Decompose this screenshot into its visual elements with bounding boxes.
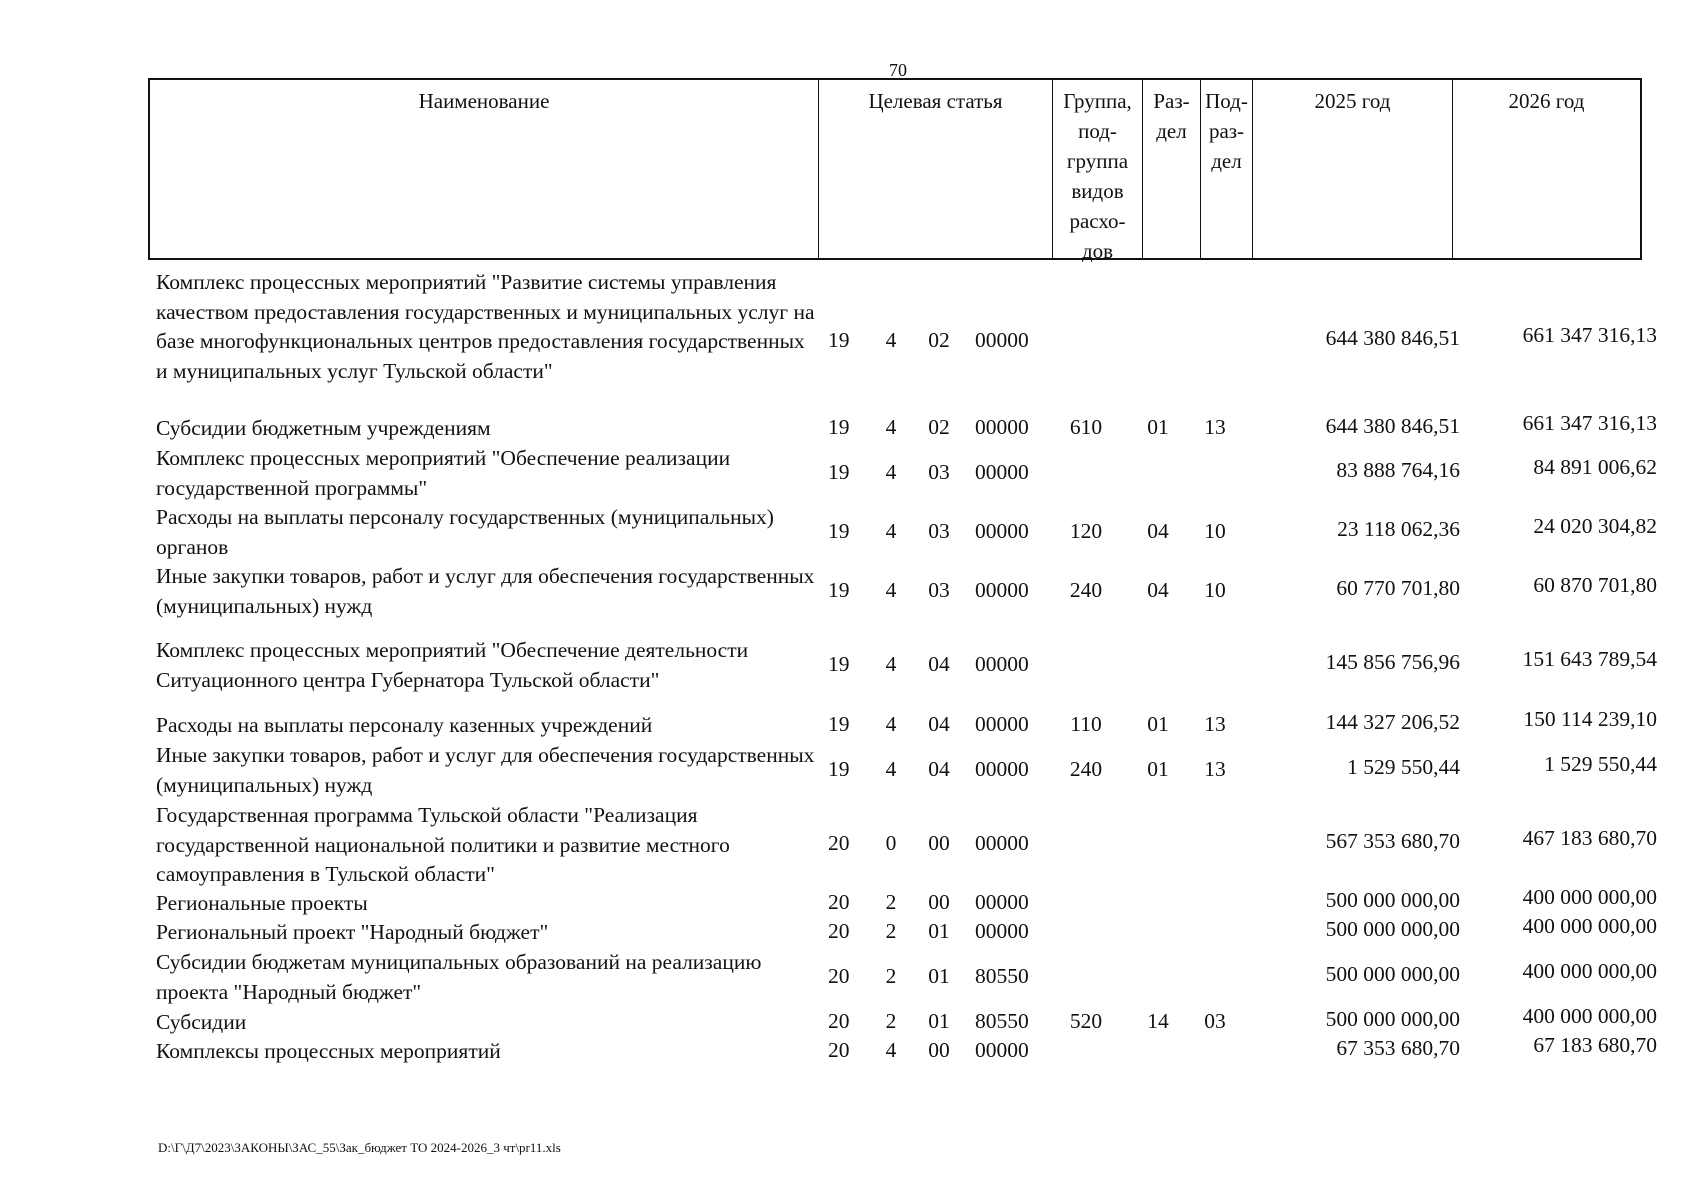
header-year-2025: 2025 год xyxy=(1253,80,1453,258)
row-amount-2025: 60 770 701,80 xyxy=(1336,576,1460,600)
row-direction-code: 00000 xyxy=(975,415,1029,439)
row-amount-2025: 83 888 764,16 xyxy=(1336,458,1460,482)
row-main-code: 03 xyxy=(928,460,950,484)
row-subprogram-code: 4 xyxy=(885,460,897,484)
row-subprogram-code: 4 xyxy=(885,415,897,439)
row-expense-group: 520 xyxy=(1069,1009,1103,1033)
row-program-code: 20 xyxy=(828,831,850,855)
row-main-code: 01 xyxy=(928,964,950,988)
header-year-2026: 2026 год xyxy=(1508,89,1585,113)
row-direction-code: 00000 xyxy=(975,652,1029,676)
row-program-code: 19 xyxy=(828,712,850,736)
file-path-footer: D:\Г\Д7\2023\ЗАКОНЫ\ЗАС_55\Зак_бюджет ТО 2024-2026_3 чт\pr11.xls xyxy=(158,1140,561,1155)
row-name: Субсидии бюджетным учреждениям xyxy=(156,416,491,440)
row-main-code: 04 xyxy=(928,712,950,736)
row-section: 01 xyxy=(1147,757,1169,781)
row-main-code: 01 xyxy=(928,1009,950,1033)
row-amount-2026: 661 347 316,13 xyxy=(1522,411,1657,435)
row-amount-2026: 60 870 701,80 xyxy=(1533,573,1657,597)
row-amount-2025: 1 529 550,44 xyxy=(1347,755,1460,779)
row-direction-code: 00000 xyxy=(975,919,1029,943)
row-name: Региональные проекты xyxy=(156,891,368,915)
row-amount-2025: 567 353 680,70 xyxy=(1325,829,1460,853)
row-amount-2025: 144 327 206,52 xyxy=(1325,710,1460,734)
row-amount-2026: 84 891 006,62 xyxy=(1533,455,1657,479)
row-direction-code: 00000 xyxy=(975,712,1029,736)
row-program-code: 19 xyxy=(828,415,850,439)
row-name: Комплекс процессных мероприятий "Развитие системы управления качеством предоставления государственных и муниципальных услуг на базе многофункциональных центров предоставления государственных и муниципальных услуг Тульской области" xyxy=(156,270,815,383)
row-direction-code: 00000 xyxy=(975,578,1029,602)
row-expense-group: 240 xyxy=(1069,757,1103,781)
row-direction-code: 80550 xyxy=(975,1009,1029,1033)
row-name: Государственная программа Тульской области "Реализация государственной национальной политики и развитие местного самоуправления в Тульской области" xyxy=(156,803,730,886)
row-direction-code: 00000 xyxy=(975,328,1029,352)
row-main-code: 00 xyxy=(928,831,950,855)
row-amount-2025: 644 380 846,51 xyxy=(1325,326,1460,350)
row-subsection: 10 xyxy=(1204,519,1226,543)
row-amount-2026: 400 000 000,00 xyxy=(1522,914,1657,938)
row-program-code: 19 xyxy=(828,652,850,676)
row-name: Региональный проект "Народный бюджет" xyxy=(156,920,549,944)
row-program-code: 19 xyxy=(828,519,850,543)
row-direction-code: 00000 xyxy=(975,519,1029,543)
row-main-code: 04 xyxy=(928,652,950,676)
row-amount-2025: 500 000 000,00 xyxy=(1325,888,1460,912)
row-name: Иные закупки товаров, работ и услуг для обеспечения государственных (муниципальных) нужд xyxy=(156,564,815,618)
row-subprogram-code: 4 xyxy=(885,652,897,676)
row-amount-2025: 500 000 000,00 xyxy=(1325,962,1460,986)
row-program-code: 20 xyxy=(828,1009,850,1033)
row-program-code: 19 xyxy=(828,757,850,781)
row-expense-group: 240 xyxy=(1069,578,1103,602)
row-direction-code: 00000 xyxy=(975,1038,1029,1062)
row-subsection: 03 xyxy=(1204,1009,1226,1033)
row-subsection: 13 xyxy=(1204,415,1226,439)
row-program-code: 20 xyxy=(828,919,850,943)
row-amount-2026: 67 183 680,70 xyxy=(1533,1033,1657,1057)
row-main-code: 03 xyxy=(928,578,950,602)
row-subsection: 13 xyxy=(1204,712,1226,736)
row-main-code: 04 xyxy=(928,757,950,781)
row-amount-2026: 1 529 550,44 xyxy=(1544,752,1657,776)
row-subprogram-code: 4 xyxy=(885,519,897,543)
row-amount-2026: 400 000 000,00 xyxy=(1522,959,1657,983)
row-section: 01 xyxy=(1147,712,1169,736)
row-direction-code: 00000 xyxy=(975,890,1029,914)
row-amount-2026: 661 347 316,13 xyxy=(1522,323,1657,347)
row-section: 14 xyxy=(1147,1009,1169,1033)
row-name: Субсидии бюджетам муниципальных образований на реализацию проекта "Народный бюджет" xyxy=(156,950,762,1004)
row-direction-code: 80550 xyxy=(975,964,1029,988)
row-amount-2026: 400 000 000,00 xyxy=(1522,1004,1657,1028)
row-name: Иные закупки товаров, работ и услуг для обеспечения государственных (муниципальных) нужд xyxy=(156,743,815,797)
page-number: 70 xyxy=(889,60,907,80)
row-amount-2025: 500 000 000,00 xyxy=(1325,917,1460,941)
row-subprogram-code: 2 xyxy=(885,964,897,988)
row-main-code: 01 xyxy=(928,919,950,943)
table-header xyxy=(148,78,1642,263)
row-section: 01 xyxy=(1147,415,1169,439)
row-name: Расходы на выплаты персоналу казенных учреждений xyxy=(156,713,653,737)
row-direction-code: 00000 xyxy=(975,460,1029,484)
row-program-code: 19 xyxy=(828,460,850,484)
row-program-code: 20 xyxy=(828,890,850,914)
row-main-code: 00 xyxy=(928,890,950,914)
row-expense-group: 120 xyxy=(1069,519,1103,543)
row-subprogram-code: 4 xyxy=(885,578,897,602)
row-subprogram-code: 4 xyxy=(885,328,897,352)
row-amount-2025: 644 380 846,51 xyxy=(1325,414,1460,438)
row-amount-2026: 24 020 304,82 xyxy=(1533,514,1657,538)
row-subprogram-code: 2 xyxy=(885,890,897,914)
row-main-code: 02 xyxy=(928,415,950,439)
header-name: Наименование xyxy=(150,80,819,258)
row-name: Комплекс процессных мероприятий "Обеспечение деятельности Ситуационного центра Губернатора Тульской области" xyxy=(156,638,749,692)
row-subprogram-code: 2 xyxy=(885,1009,897,1033)
header-subsection: Под- раз- дел xyxy=(1201,80,1253,258)
row-section: 04 xyxy=(1147,519,1169,543)
row-subsection: 10 xyxy=(1204,578,1226,602)
row-amount-2025: 145 856 756,96 xyxy=(1325,650,1460,674)
row-main-code: 02 xyxy=(928,328,950,352)
row-amount-2026: 151 643 789,54 xyxy=(1522,647,1657,671)
row-amount-2025: 23 118 062,36 xyxy=(1337,517,1460,541)
row-subprogram-code: 4 xyxy=(885,1038,897,1062)
header-expense-group: Группа, под- группа видов расхо- дов xyxy=(1053,80,1143,258)
row-subprogram-code: 4 xyxy=(885,712,897,736)
row-direction-code: 00000 xyxy=(975,831,1029,855)
header-section: Раз- дел xyxy=(1143,80,1201,258)
row-program-code: 19 xyxy=(828,578,850,602)
row-main-code: 00 xyxy=(928,1038,950,1062)
row-name: Комплекс процессных мероприятий "Обеспечение реализации государственной программы" xyxy=(156,446,731,500)
row-program-code: 20 xyxy=(828,1038,850,1062)
row-amount-2025: 67 353 680,70 xyxy=(1336,1036,1460,1060)
row-subprogram-code: 4 xyxy=(885,757,897,781)
row-direction-code: 00000 xyxy=(975,757,1029,781)
row-name: Расходы на выплаты персоналу государственных (муниципальных) органов xyxy=(156,505,774,559)
row-section: 04 xyxy=(1147,578,1169,602)
row-amount-2026: 150 114 239,10 xyxy=(1523,707,1657,731)
row-program-code: 19 xyxy=(828,328,850,352)
header-target-article: Целевая статья xyxy=(819,80,1053,258)
row-subprogram-code: 0 xyxy=(885,831,897,855)
row-name: Комплексы процессных мероприятий xyxy=(156,1039,501,1063)
row-amount-2026: 400 000 000,00 xyxy=(1522,885,1657,909)
row-name: Субсидии xyxy=(156,1010,247,1034)
row-amount-2025: 500 000 000,00 xyxy=(1325,1007,1460,1031)
row-subprogram-code: 2 xyxy=(885,919,897,943)
row-subsection: 13 xyxy=(1204,757,1226,781)
row-expense-group: 610 xyxy=(1069,415,1103,439)
row-amount-2026: 467 183 680,70 xyxy=(1522,826,1657,850)
row-expense-group: 110 xyxy=(1070,712,1102,736)
row-main-code: 03 xyxy=(928,519,950,543)
row-program-code: 20 xyxy=(828,964,850,988)
